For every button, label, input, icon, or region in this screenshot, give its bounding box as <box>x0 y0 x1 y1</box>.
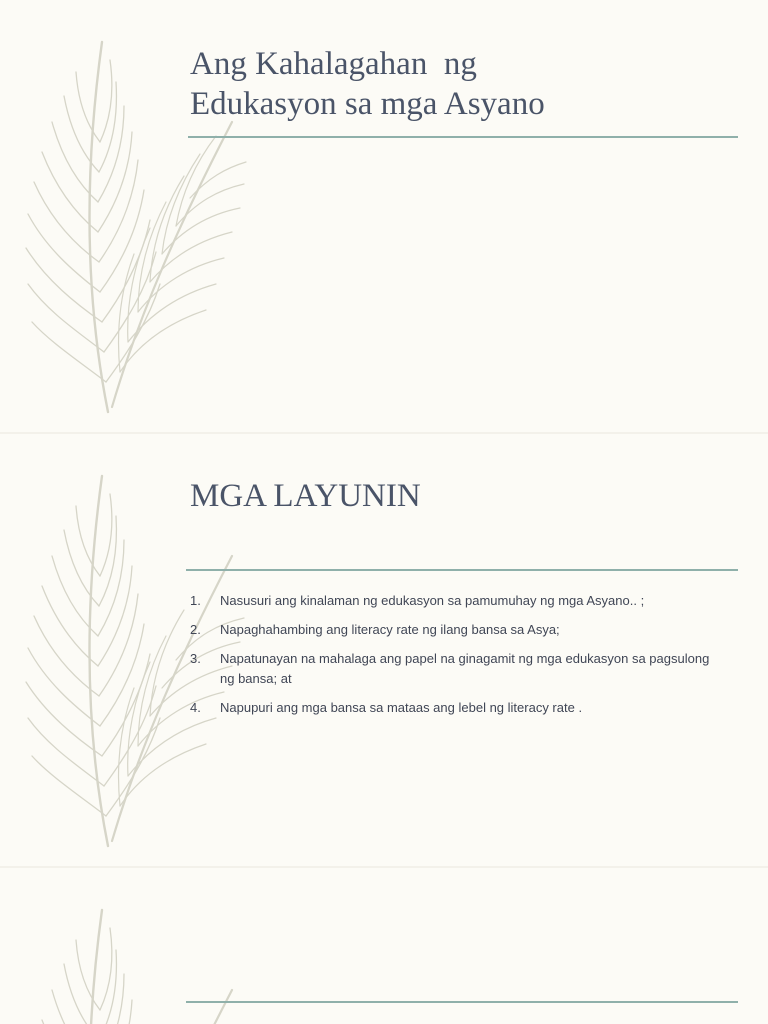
list-text: Nasusuri ang kinalaman ng edukasyon sa pamumuhay ng mga Asyano.. ; <box>220 593 645 608</box>
list-item <box>190 698 710 718</box>
list-number: 1. <box>190 593 201 608</box>
list-text: Napatunayan na mahalaga ang papel na ginagamit ng mga edukasyon sa pagsulong ng bansa; at <box>220 651 710 686</box>
slide-2 <box>0 434 768 866</box>
slide-title: MGA LAYUNIN <box>190 478 421 514</box>
title-divider <box>186 1001 738 1003</box>
feather-icon <box>20 890 250 1024</box>
list-number: 4. <box>190 700 201 715</box>
list-item <box>190 591 710 611</box>
objectives-list <box>190 591 710 727</box>
slide-title: Ang Kahalagahan ng Edukasyon sa mga Asyano <box>190 46 545 122</box>
title-divider <box>188 136 738 138</box>
slide-3 <box>0 868 768 1024</box>
list-item <box>190 649 710 689</box>
list-text: Napaghahambing ang literacy rate ng ilang bansa sa Asya; <box>220 622 560 637</box>
slide-1 <box>0 0 768 432</box>
list-item <box>190 620 710 640</box>
title-divider <box>186 569 738 571</box>
list-number: 2. <box>190 622 201 637</box>
list-number: 3. <box>190 651 201 666</box>
list-text: Napupuri ang mga bansa sa mataas ang lebel ng literacy rate . <box>220 700 583 715</box>
